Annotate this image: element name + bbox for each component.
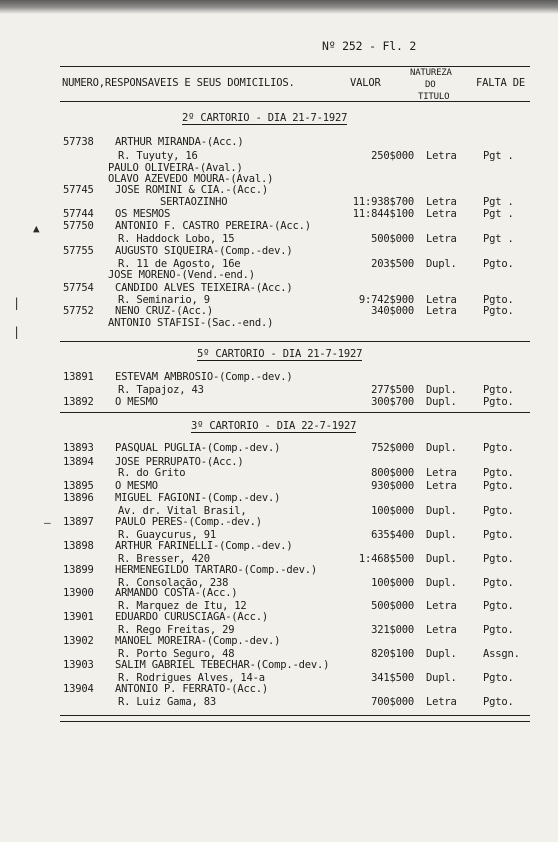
entry-detail: JOSE MORENO-(Vend.-end.): [108, 269, 255, 281]
entry-number: 13898: [63, 540, 94, 552]
entry-natureza: Letra: [426, 467, 457, 479]
entry-number: 13899: [63, 564, 94, 576]
margin-mark: —: [44, 516, 51, 529]
entry-valor: 340$000: [371, 305, 414, 317]
entry-valor: 341$500: [371, 672, 414, 684]
entry-detail: R. Porto Seguro, 48: [118, 648, 235, 660]
entry-falta: Pgto.: [483, 553, 514, 565]
entry-number: 57755: [63, 245, 94, 257]
entry-falta: Pgto.: [483, 696, 514, 708]
entry-valor: 11:938$700: [352, 196, 414, 208]
entry-falta: Pgto.: [483, 294, 514, 306]
entry-valor: 800$000: [371, 467, 414, 479]
entry-falta: Pgto.: [483, 624, 514, 636]
entry-valor: 930$000: [371, 480, 414, 492]
page-number: Nº 252 - Fl. 2: [322, 39, 417, 53]
entry-detail: R. Rego Freitas, 29: [118, 624, 235, 636]
entry-name: HERMENEGILDO TARTARO-(Comp.-dev.): [115, 564, 318, 576]
entry-natureza: Dupl.: [426, 577, 457, 589]
entry-number: 13895: [63, 480, 94, 492]
entry-natureza: Dupl.: [426, 505, 457, 517]
entry-natureza: Letra: [426, 294, 457, 306]
entry-natureza: Letra: [426, 305, 457, 317]
section-title: 2º CARTORIO - DIA 21-7-1927: [182, 112, 348, 124]
entry-falta: Pgto.: [483, 396, 514, 408]
entry-name: PAULO PERES-(Comp.-dev.): [115, 516, 262, 528]
header-col-responsaveis: NUMERO,RESPONSAVEIS E SEUS DOMICILIOS.: [62, 77, 295, 89]
entry-natureza: Letra: [426, 480, 457, 492]
entry-number: 13897: [63, 516, 94, 528]
footer-rule: [60, 715, 530, 716]
entry-natureza: Letra: [426, 150, 457, 162]
entry-detail: R. Marquez de Itu, 12: [118, 600, 247, 612]
entry-valor: 752$000: [371, 442, 414, 454]
entry-detail: Av. dr. Vital Brasil,: [118, 505, 247, 517]
margin-mark: |: [13, 296, 21, 310]
footer-rule: [60, 721, 530, 722]
entry-number: 13901: [63, 611, 94, 623]
entry-falta: Pgto.: [483, 577, 514, 589]
entry-number: 57750: [63, 220, 94, 232]
entry-detail: R. Guaycurus, 91: [118, 529, 216, 541]
entry-name: O MESMO: [115, 396, 158, 408]
entry-number: 13903: [63, 659, 94, 671]
entry-name: PASQUAL PUGLIA-(Comp.-dev.): [115, 442, 281, 454]
entry-natureza: Letra: [426, 600, 457, 612]
entry-detail: R. Tuyuty, 16: [118, 150, 198, 162]
entry-falta: Pgto.: [483, 529, 514, 541]
entry-number: 57745: [63, 184, 94, 196]
entry-detail: R. Consolação, 238: [118, 577, 229, 589]
entry-number: 13904: [63, 683, 94, 695]
entry-valor: 500$000: [371, 600, 414, 612]
entry-detail: R. Tapajoz, 43: [118, 384, 204, 396]
header-col-valor: VALOR: [350, 77, 381, 89]
entry-number: 57744: [63, 208, 94, 220]
entry-number: 57752: [63, 305, 94, 317]
entry-detail: ANTONIO STAFISI-(Sac.-end.): [108, 317, 274, 329]
entry-detail: OLAVO AZEVEDO MOURA-(Aval.): [108, 173, 274, 185]
entry-number: 57738: [63, 136, 94, 148]
entry-natureza: Letra: [426, 208, 457, 220]
entry-number: 13902: [63, 635, 94, 647]
entry-natureza: Dupl.: [426, 672, 457, 684]
entry-falta: Pgto.: [483, 305, 514, 317]
header-col-natureza-2: DO: [425, 80, 436, 90]
header-col-natureza-1: NATUREZA: [410, 68, 452, 78]
entry-valor: 11:844$100: [352, 208, 414, 220]
entry-valor: 820$100: [371, 648, 414, 660]
header-col-falta: FALTA DE: [476, 77, 525, 89]
header-col-natureza-3: TITULO: [418, 92, 450, 102]
entry-name: EDUARDO CURUSCIAGA-(Acc.): [115, 611, 269, 623]
entry-detail: SERTAOZINHO: [160, 196, 228, 208]
entry-falta: Pgto.: [483, 480, 514, 492]
entry-valor: 100$000: [371, 577, 414, 589]
entry-name: CANDIDO ALVES TEIXEIRA-(Acc.): [115, 282, 293, 294]
entry-natureza: Letra: [426, 696, 457, 708]
entry-number: 13892: [63, 396, 94, 408]
entry-detail: R. Rodrigues Alves, 14-a: [118, 672, 265, 684]
entry-name: NENO CRUZ-(Acc.): [115, 305, 213, 317]
entry-valor: 100$000: [371, 505, 414, 517]
entry-name: ARTHUR FARINELLI-(Comp.-dev.): [115, 540, 293, 552]
entry-falta: Pgt .: [483, 150, 514, 162]
margin-mark: ▲: [33, 222, 40, 235]
entry-number: 57754: [63, 282, 94, 294]
entry-valor: 1:468$500: [358, 553, 414, 565]
entry-name: SALIM GABRIEL TEBECHAR-(Comp.-dev.): [115, 659, 330, 671]
margin-mark: |: [13, 325, 21, 339]
scan-top-edge: [0, 0, 558, 14]
entry-falta: Assgn.: [483, 648, 520, 660]
section-divider: [60, 341, 530, 342]
entry-detail: R. Seminario, 9: [118, 294, 210, 306]
entry-falta: Pgt .: [483, 233, 514, 245]
entry-natureza: Dupl.: [426, 396, 457, 408]
entry-detail: R. Bresser, 420: [118, 553, 210, 565]
header-bottom-rule: [60, 101, 530, 102]
section-title: 3º CARTORIO - DIA 22-7-1927: [191, 420, 357, 432]
entry-natureza: Dupl.: [426, 442, 457, 454]
entry-falta: Pgto.: [483, 384, 514, 396]
section-divider: [60, 412, 530, 413]
entry-valor: 9:742$900: [358, 294, 414, 306]
entry-name: OS MESMOS: [115, 208, 171, 220]
entry-valor: 250$000: [371, 150, 414, 162]
entry-name: ARTHUR MIRANDA-(Acc.): [115, 136, 244, 148]
entry-falta: Pgt .: [483, 208, 514, 220]
entry-valor: 321$000: [371, 624, 414, 636]
entry-detail: R. Luiz Gama, 83: [118, 696, 216, 708]
entry-natureza: Dupl.: [426, 384, 457, 396]
entry-falta: Pgto.: [483, 442, 514, 454]
entry-natureza: Letra: [426, 196, 457, 208]
entry-natureza: Dupl.: [426, 529, 457, 541]
entry-name: ANTONIO F. CASTRO PEREIRA-(Acc.): [115, 220, 311, 232]
entry-number: 13893: [63, 442, 94, 454]
entry-name: ANTONIO P. FERRATO-(Acc.): [115, 683, 269, 695]
entry-name: O MESMO: [115, 480, 158, 492]
entry-name: MIGUEL FAGIONI-(Comp.-dev.): [115, 492, 281, 504]
entry-natureza: Letra: [426, 233, 457, 245]
entry-falta: Pgto.: [483, 467, 514, 479]
entry-natureza: Dupl.: [426, 258, 457, 270]
entry-name: ARMANDO COSTA-(Acc.): [115, 587, 238, 599]
entry-detail: PAULO OLIVEIRA-(Aval.): [108, 162, 243, 174]
entry-name: MANOEL MOREIRA-(Comp.-dev.): [115, 635, 281, 647]
entry-falta: Pgto.: [483, 258, 514, 270]
entry-falta: Pgto.: [483, 505, 514, 517]
entry-valor: 300$700: [371, 396, 414, 408]
entry-name: JOSE ROMINI & CIA.-(Acc.): [115, 184, 269, 196]
entry-name: AUGUSTO SIQUEIRA-(Comp.-dev.): [115, 245, 293, 257]
entry-valor: 500$000: [371, 233, 414, 245]
section-title: 5º CARTORIO - DIA 21-7-1927: [197, 348, 363, 360]
entry-falta: Pgto.: [483, 600, 514, 612]
entry-natureza: Dupl.: [426, 553, 457, 565]
entry-detail: R. 11 de Agosto, 16e: [118, 258, 241, 270]
entry-name: ESTEVAM AMBROSIO-(Comp.-dev.): [115, 371, 293, 383]
entry-falta: Pgt .: [483, 196, 514, 208]
entry-natureza: Letra: [426, 624, 457, 636]
entry-number: 13900: [63, 587, 94, 599]
entry-valor: 700$000: [371, 696, 414, 708]
entry-natureza: Dupl.: [426, 648, 457, 660]
entry-valor: 635$400: [371, 529, 414, 541]
entry-name: JOSE PERRUPATO-(Acc.): [115, 456, 244, 468]
entry-valor: 277$500: [371, 384, 414, 396]
entry-valor: 203$500: [371, 258, 414, 270]
entry-detail: R. Haddock Lobo, 15: [118, 233, 235, 245]
header-top-rule: [60, 66, 530, 67]
entry-number: 13894: [63, 456, 94, 468]
entry-detail: R. do Grito: [118, 467, 186, 479]
entry-falta: Pgto.: [483, 672, 514, 684]
entry-number: 13891: [63, 371, 94, 383]
entry-number: 13896: [63, 492, 94, 504]
